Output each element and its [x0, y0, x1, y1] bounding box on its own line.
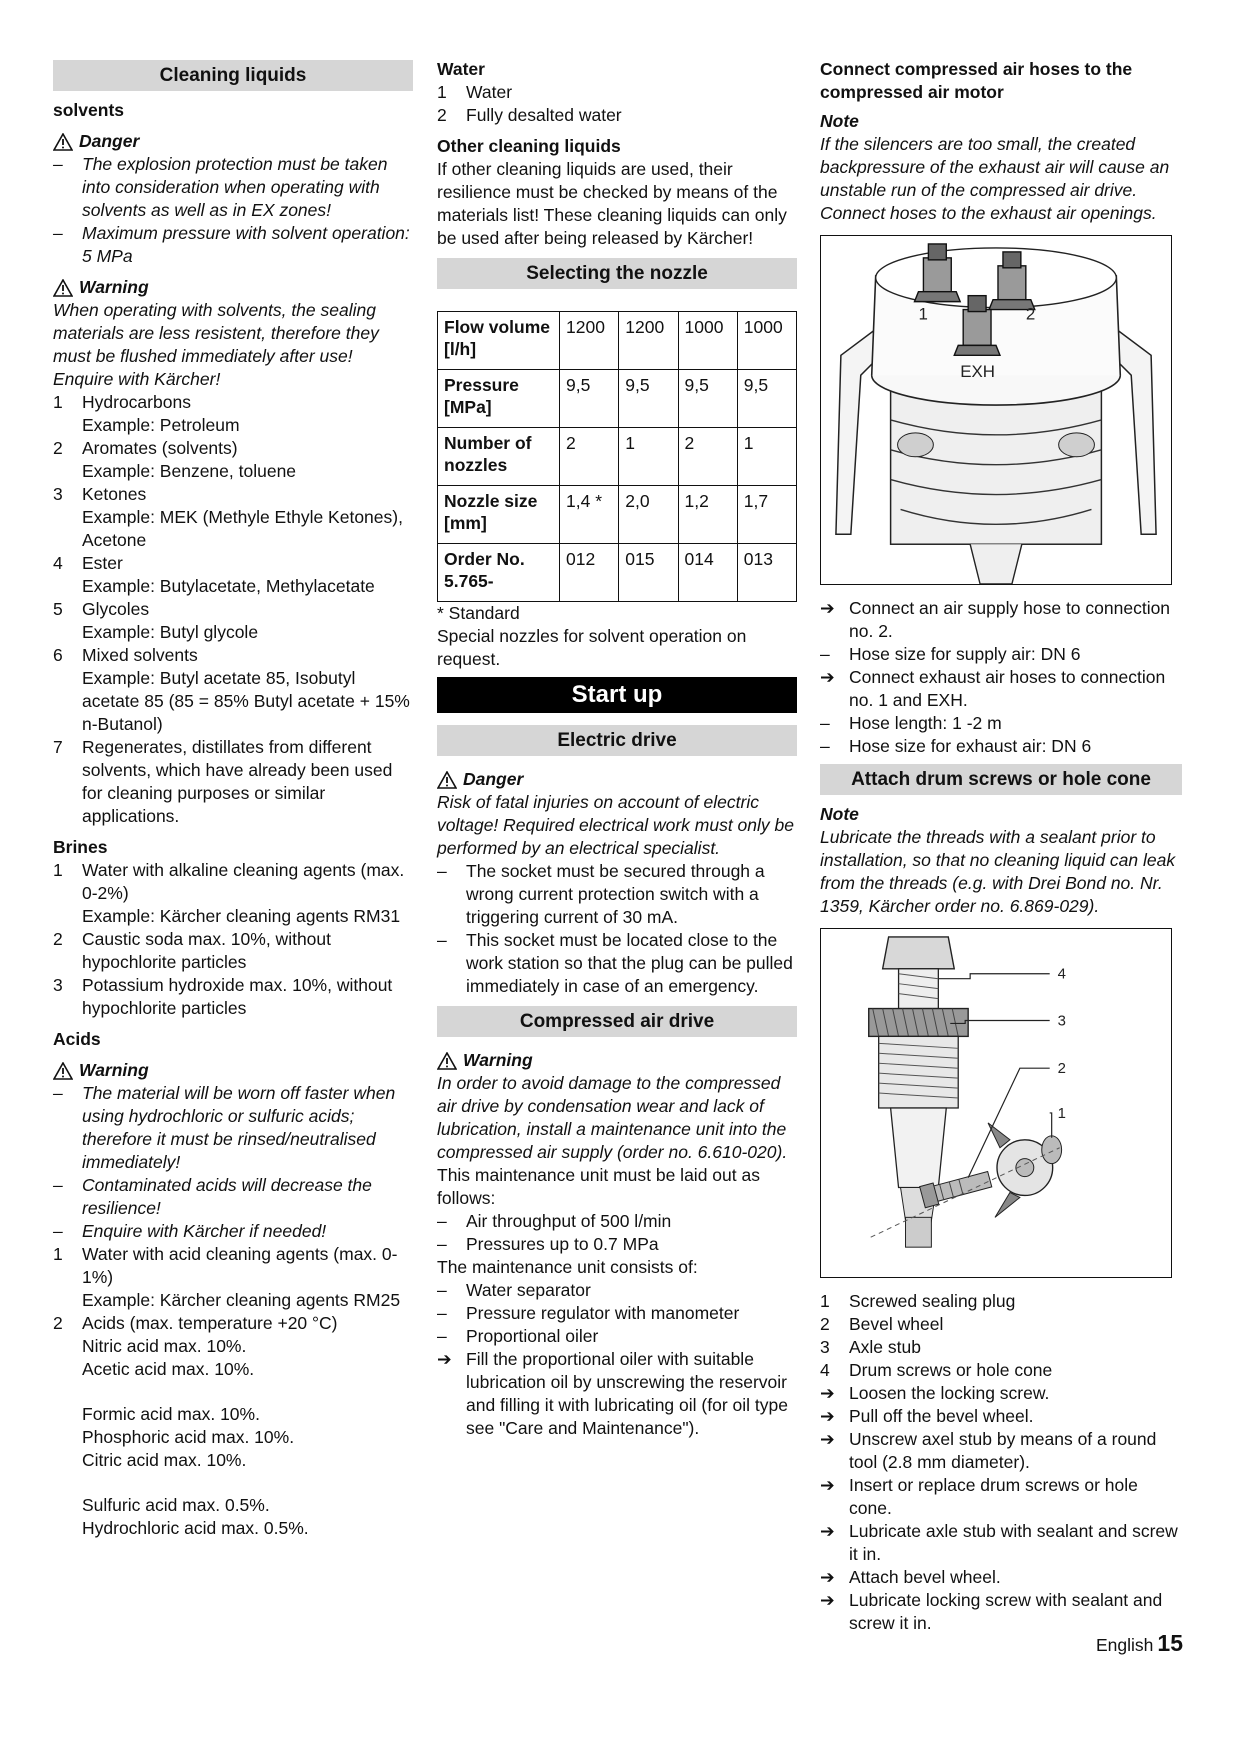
consists-item: – Pressure regulator with manometer: [437, 1303, 740, 1323]
list-item: 4 Ester: [53, 553, 123, 573]
note-label: Note: [820, 111, 859, 131]
electric-danger-label: Danger: [437, 768, 797, 791]
section-compressed-air-drive: Compressed air drive: [437, 1006, 797, 1037]
layout-item: – Air throughput of 500 l/min: [437, 1211, 672, 1231]
table-row: [438, 370, 797, 428]
page-footer: [1096, 1632, 1183, 1657]
section-start-up: Start up: [437, 677, 797, 713]
acid-line: Citric acid max. 10%.: [82, 1450, 247, 1470]
acid-line: Acetic acid max. 10%.: [82, 1359, 255, 1379]
table-cell: 014: [678, 544, 737, 602]
list-item: 2 Fully desalted water: [437, 105, 622, 125]
column-1: [53, 56, 413, 1540]
table-cell: 1: [619, 428, 678, 486]
table-row: [438, 486, 797, 544]
table-cell: 013: [737, 544, 796, 602]
list-example: Example: Petroleum: [82, 415, 240, 435]
part-item: 4 Drum screws or hole cone: [820, 1360, 1053, 1380]
part-item: 1 Screwed sealing plug: [820, 1291, 1016, 1311]
table-cell: 012: [560, 544, 619, 602]
air-motor-figure: [820, 235, 1172, 585]
connect-step: – Hose length: 1 -2 m: [820, 713, 1002, 733]
part-item: 3 Axle stub: [820, 1337, 921, 1357]
svg-text:2: 2: [1057, 1061, 1066, 1078]
acids-warning-item: – Contaminated acids will decrease the resilience!: [53, 1175, 372, 1218]
other-liquids-heading: Other cleaning liquids: [437, 136, 621, 156]
drum-note-label: Note: [820, 804, 859, 824]
section-cleaning-liquids: Cleaning liquids: [53, 60, 413, 91]
table-cell: 015: [619, 544, 678, 602]
brines-heading: Brines: [53, 837, 108, 857]
table-row-label: Number of nozzles: [438, 428, 560, 486]
svg-text:4: 4: [1057, 966, 1066, 983]
warning-triangle-icon: [53, 279, 73, 297]
table-cell: 9,5: [737, 370, 796, 428]
warning-text: When operating with solvents, the sealing materials are less resistent, therefore they must be flushed immediately after use! Enquire with Kärcher!: [53, 300, 379, 389]
table-cell: 2,0: [619, 486, 678, 544]
other-liquids-text: If other cleaning liquids are used, their resilience must be checked by means of the materials list! These cleaning liquids can only be used after being released by Kärcher!: [437, 159, 787, 248]
drum-step: ➔ Lubricate locking screw with sealant and screw it in.: [820, 1590, 1163, 1633]
oiler-step: ➔ Fill the proportional oiler with suitable lubrication oil by unscrewing the reservoir and filling it with lubricating oil (for oil type see "Care and Maintenance").: [437, 1349, 788, 1438]
acid-line: Hydrochloric acid max. 0.5%.: [82, 1518, 309, 1538]
warning-label: Warning: [53, 276, 413, 299]
list-item: 2 Acids (max. temperature +20 °C): [53, 1313, 338, 1333]
warning-triangle-icon: [437, 771, 457, 789]
list-item: 1 Water: [437, 82, 513, 102]
table-row-label: Flow volume [l/h]: [438, 312, 560, 370]
list-example: Example: Benzene, toluene: [82, 461, 297, 481]
list-item: 2 Aromates (solvents): [53, 438, 238, 458]
warning-triangle-icon: [53, 133, 73, 151]
acid-line: Phosphoric acid max. 10%.: [82, 1427, 295, 1447]
section-electric-drive: Electric drive: [437, 725, 797, 756]
solvents-heading: solvents: [53, 100, 124, 120]
connect-heading: Connect compressed air hoses to the compressed air motor: [820, 59, 1133, 102]
section-drum-screws: Attach drum screws or hole cone: [820, 764, 1182, 795]
list-item: 1 Water with alkaline cleaning agents (max. 0-2%): [53, 860, 405, 903]
drum-step: ➔ Lubricate axle stub with sealant and screw it in.: [820, 1521, 1178, 1564]
electric-danger-text: Risk of fatal injuries on account of electric voltage! Required electrical work must only be performed by an electrical specialist.: [437, 792, 794, 858]
list-item: 3 Potassium hydroxide max. 10%, without hypochlorite particles: [53, 975, 393, 1018]
connect-step: ➔ Connect exhaust air hoses to connection no. 1 and EXH.: [820, 667, 1166, 710]
list-item: 6 Mixed solvents: [53, 645, 198, 665]
list-example: Example: Butyl glycole: [82, 622, 259, 642]
connect-step: – Hose size for exhaust air: DN 6: [820, 736, 1092, 756]
table-cell: 1,2: [678, 486, 737, 544]
page-number: 15: [1157, 1630, 1183, 1656]
table-cell: 2: [560, 428, 619, 486]
drum-step: ➔ Insert or replace drum screws or hole cone.: [820, 1475, 1138, 1518]
drum-screw-figure: [820, 928, 1172, 1278]
table-cell: 9,5: [678, 370, 737, 428]
consists-text: The maintenance unit consists of:: [437, 1257, 698, 1277]
list-item: 3 Ketones: [53, 484, 147, 504]
drum-step: ➔ Attach bevel wheel.: [820, 1567, 1001, 1587]
drum-step: ➔ Loosen the locking screw.: [820, 1383, 1050, 1403]
table-row-label: Nozzle size [mm]: [438, 486, 560, 544]
drum-note-text: Lubricate the threads with a sealant prior to installation, so that no cleaning liquid can leak from the threads (e.g. with Drei Bond no. Nr. 1359, Kärcher order no. 6.869-029).: [820, 827, 1176, 916]
column-3: [820, 56, 1182, 1635]
drum-step: ➔ Pull off the bevel wheel.: [820, 1406, 1034, 1426]
table-cell: 1000: [678, 312, 737, 370]
svg-text:1: 1: [1057, 1105, 1066, 1122]
table-cell: 1,7: [737, 486, 796, 544]
svg-text:3: 3: [1057, 1013, 1066, 1030]
acid-line: Sulfuric acid max. 0.5%.: [82, 1495, 270, 1515]
list-example: Example: Butyl acetate 85, Isobutyl acetate 85 (85 = 85% Butyl acetate + 15% n-Butanol): [82, 668, 410, 734]
footer-language: English: [1096, 1635, 1154, 1655]
acid-line: Formic acid max. 10%.: [82, 1404, 260, 1424]
list-example: Example: Kärcher cleaning agents RM25: [82, 1290, 401, 1310]
table-cell: 1: [737, 428, 796, 486]
compressed-warning-label: Warning: [437, 1049, 797, 1072]
table-row: [438, 312, 797, 370]
list-item: 1 Hydrocarbons: [53, 392, 191, 412]
drum-step: ➔ Unscrew axel stub by means of a round tool (2.8 mm diameter).: [820, 1429, 1157, 1472]
acid-line: Nitric acid max. 10%.: [82, 1336, 247, 1356]
list-example: Example: Butylacetate, Methylacetate: [82, 576, 375, 596]
section-selecting-nozzle: Selecting the nozzle: [437, 258, 797, 289]
warning-triangle-icon: [437, 1052, 457, 1070]
compressed-warning-text: In order to avoid damage to the compressed air drive by condensation wear and lack of lubrication, install a maintenance unit into the compressed air supply (order no. 6.610-020).: [437, 1073, 788, 1162]
table-cell: 1,4 *: [560, 486, 619, 544]
layout-text: This maintenance unit must be laid out as follows:: [437, 1165, 760, 1208]
part-item: 2 Bevel wheel: [820, 1314, 944, 1334]
table-cell: 9,5: [619, 370, 678, 428]
acids-warning-item: – The material will be worn off faster when using hydrochloric or sulfuric acids; therefore it must be rinsed/neutralised immediately!: [53, 1083, 396, 1172]
table-cell: 2: [678, 428, 737, 486]
list-item: 5 Glycoles: [53, 599, 150, 619]
danger-item: – The explosion protection must be taken into consideration when operating with solvents as well as in EX zones!: [53, 154, 388, 220]
consists-item: – Proportional oiler: [437, 1326, 599, 1346]
warning-triangle-icon: [53, 1062, 73, 1080]
table-row: [438, 428, 797, 486]
layout-item: – Pressures up to 0.7 MPa: [437, 1234, 659, 1254]
table-cell: 9,5: [560, 370, 619, 428]
column-2: [437, 56, 797, 1440]
list-item: 7 Regenerates, distillates from different solvents, which have already been used for cleaning purposes or similar applications.: [53, 737, 393, 826]
list-example: Example: Kärcher cleaning agents RM31: [82, 906, 401, 926]
electric-item: – This socket must be located close to the work station so that the plug can be pulled immediately in case of an emergency.: [437, 930, 793, 996]
standard-note: * Standard: [437, 603, 520, 623]
danger-item: – Maximum pressure with solvent operation: 5 MPa: [53, 223, 410, 266]
nozzle-table: [437, 311, 797, 602]
consists-item: – Water separator: [437, 1280, 591, 1300]
acids-warning-label: Warning: [53, 1059, 413, 1082]
svg-text:EXH: EXH: [960, 362, 995, 382]
table-row-label: Pressure [MPa]: [438, 370, 560, 428]
svg-text:1: 1: [918, 304, 928, 324]
list-item: 1 Water with acid cleaning agents (max. 0-1%): [53, 1244, 398, 1287]
water-heading: Water: [437, 59, 485, 79]
table-cell: 1000: [737, 312, 796, 370]
table-cell: 1200: [619, 312, 678, 370]
acids-warning-item: – Enquire with Kärcher if needed!: [53, 1221, 327, 1241]
note-text: If the silencers are too small, the created backpressure of the exhaust air will cause an unstable run of the compressed air drive. Connect hoses to the exhaust air openings.: [820, 134, 1170, 223]
connect-step: – Hose size for supply air: DN 6: [820, 644, 1081, 664]
danger-label: Danger: [53, 130, 413, 153]
table-cell: 1200: [560, 312, 619, 370]
list-item: 2 Caustic soda max. 10%, without hypochlorite particles: [53, 929, 332, 972]
table-row-label: Order No. 5.765-: [438, 544, 560, 602]
acids-heading: Acids: [53, 1029, 101, 1049]
svg-text:2: 2: [1025, 304, 1036, 324]
list-example: Example: MEK (Methyle Ethyle Ketones), Acetone: [82, 507, 403, 550]
connect-step: ➔ Connect an air supply hose to connection no. 2.: [820, 598, 1171, 641]
special-note: Special nozzles for solvent operation on request.: [437, 626, 747, 669]
table-row: [438, 544, 797, 602]
electric-item: – The socket must be secured through a wrong current protection switch with a triggering current of 30 mA.: [437, 861, 765, 927]
